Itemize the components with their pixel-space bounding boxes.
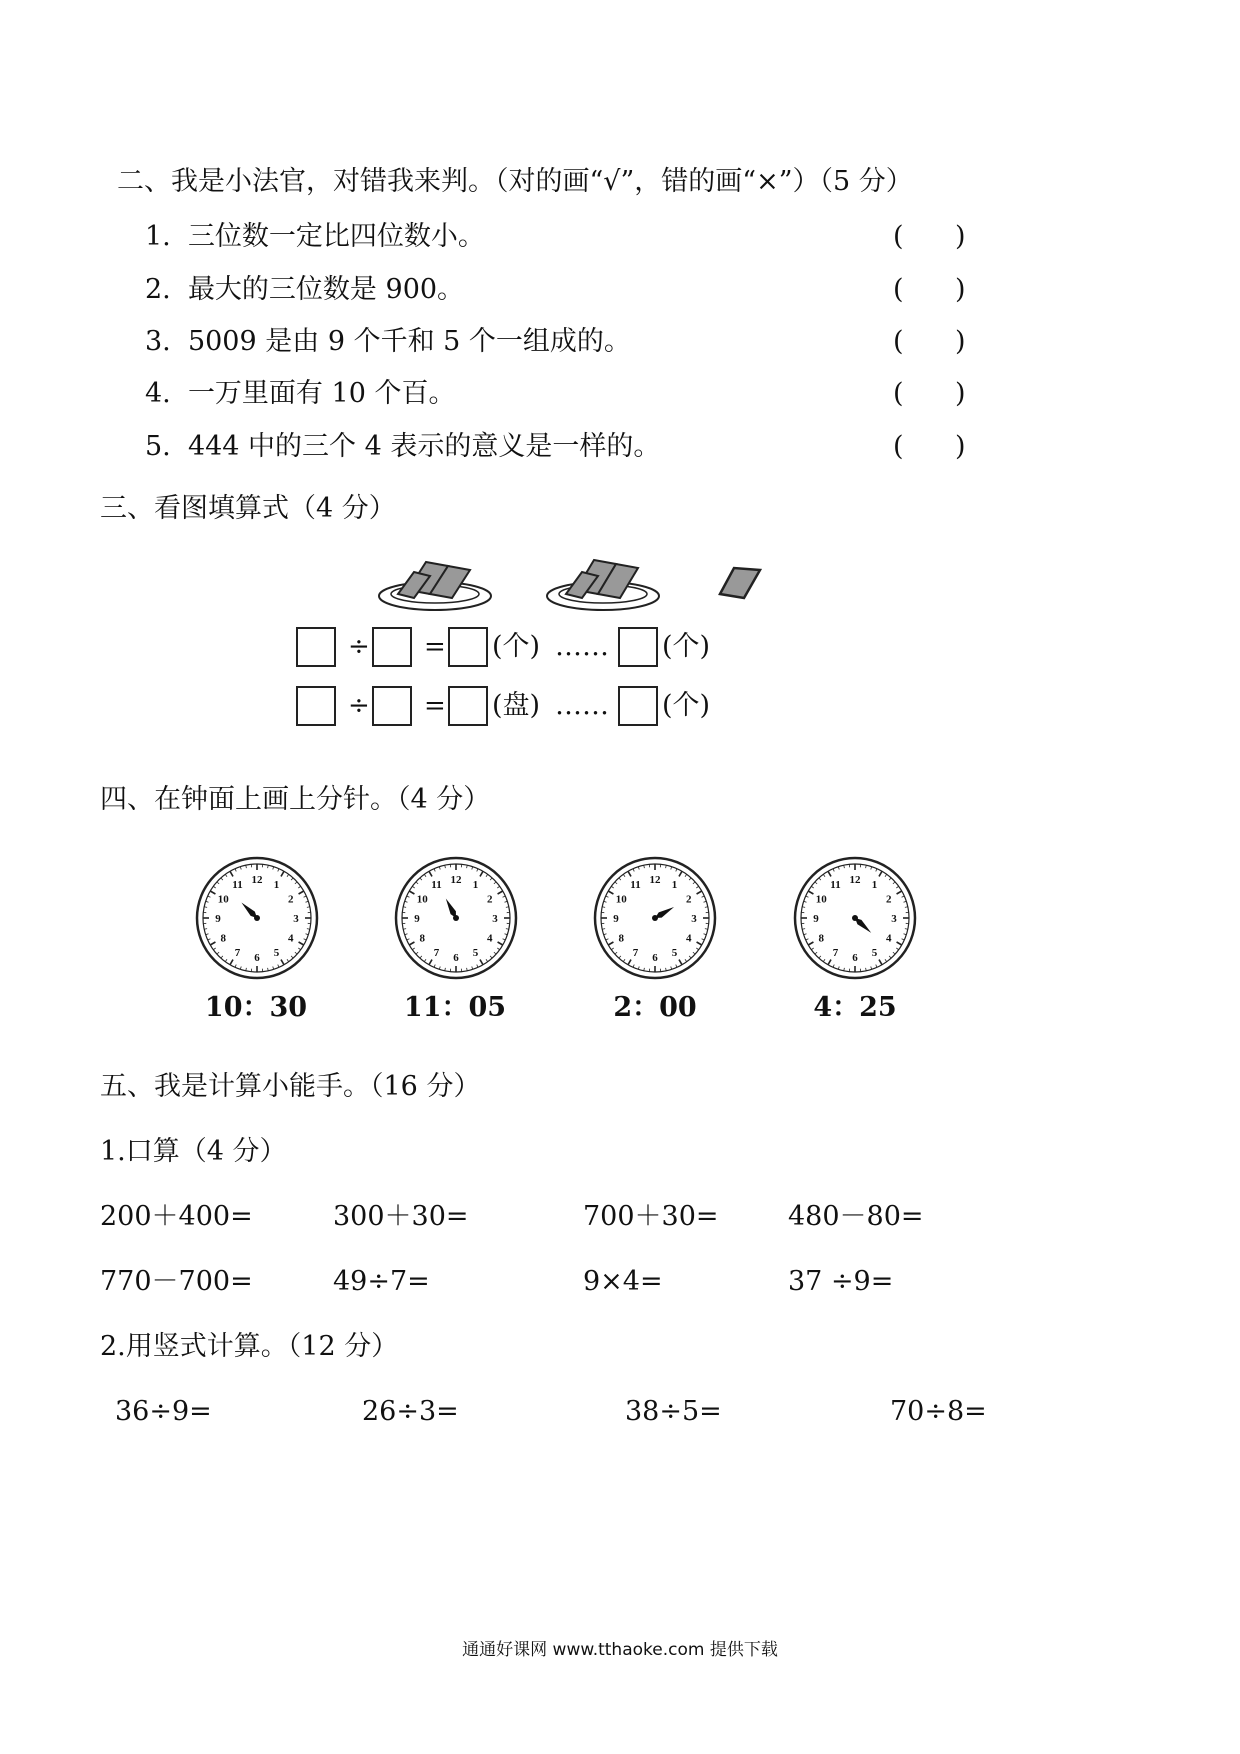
- clock-number: 8: [419, 932, 425, 945]
- blank-box[interactable]: [618, 627, 658, 667]
- clock-number: 10: [217, 893, 229, 906]
- answer-paren-4[interactable]: ( ): [893, 378, 966, 409]
- clock-number: 9: [613, 913, 619, 925]
- vertical-calc-title: 2.用竖式计算。（12 分）: [100, 1331, 399, 1362]
- blank-box[interactable]: [618, 686, 658, 726]
- equals-sign: =: [424, 632, 446, 662]
- clock-number: 3: [891, 913, 897, 925]
- clock-number: 12: [251, 874, 263, 886]
- clock-number: 5: [671, 946, 678, 959]
- clock-center-pin: [852, 915, 858, 921]
- oral-problem: 9×4=: [583, 1266, 663, 1297]
- footer-text: 通通好课网 www.tthaoke.com 提供下载: [462, 1640, 778, 1660]
- remainder-dots: ……: [555, 631, 609, 662]
- blank-box[interactable]: [372, 627, 412, 667]
- clock-face-icon[interactable]: [790, 853, 920, 983]
- clock-number: 2: [686, 893, 692, 906]
- answer-paren-3[interactable]: ( ): [893, 326, 966, 357]
- clock-number: 3: [293, 913, 299, 925]
- clock-number: 11: [232, 879, 243, 892]
- section5-title: 五、我是计算小能手。（16 分）: [100, 1071, 481, 1102]
- question-2: 2. 最大的三位数是 900。: [145, 274, 465, 305]
- vertical-problem: 26÷3=: [362, 1396, 459, 1427]
- clock-face-icon[interactable]: [590, 853, 720, 983]
- question-1: 1. 三位数一定比四位数小。: [145, 221, 485, 252]
- unit-label: (个): [662, 690, 711, 721]
- question-4: 4. 一万里面有 10 个百。: [145, 378, 456, 409]
- clock-time-label: 11：05: [403, 992, 507, 1023]
- unit-label: (个): [662, 631, 711, 662]
- clock-number: 1: [273, 879, 280, 892]
- divide-sign: ÷: [348, 691, 370, 721]
- clock-number: 6: [852, 952, 858, 964]
- clock-number: 3: [691, 913, 697, 925]
- oral-problem: 49÷7=: [333, 1266, 430, 1297]
- clock-number: 11: [431, 879, 442, 892]
- clock-number: 7: [433, 946, 440, 959]
- clock-number: 12: [849, 874, 861, 886]
- question-5: 5. 444 中的三个 4 表示的意义是一样的。: [145, 431, 661, 462]
- clock-number: 12: [649, 874, 661, 886]
- question-3: 3. 5009 是由 9 个千和 5 个一组成的。: [145, 326, 631, 357]
- clock-number: 7: [632, 946, 639, 959]
- blank-box[interactable]: [296, 686, 336, 726]
- clock-face-icon[interactable]: [192, 853, 322, 983]
- unit-label: (个): [492, 631, 541, 662]
- blank-box[interactable]: [296, 627, 336, 667]
- clock-number: 1: [871, 879, 878, 892]
- oral-problem: 700＋30=: [583, 1201, 719, 1232]
- clock-number: 8: [618, 932, 624, 945]
- section3-title: 三、看图填算式（4 分）: [100, 493, 396, 524]
- clock-number: 4: [487, 932, 493, 945]
- clock-number: 5: [871, 946, 878, 959]
- clock-number: 4: [288, 932, 294, 945]
- clock-face-icon[interactable]: [391, 853, 521, 983]
- section2-title: 二、我是小法官，对错我来判。（对的画“√”，错的画“×”）（5 分）: [117, 166, 913, 197]
- clock-number: 10: [416, 893, 428, 906]
- clock-center-pin: [453, 915, 459, 921]
- clock-number: 7: [832, 946, 839, 959]
- clock-number: 1: [472, 879, 479, 892]
- clock-center-pin: [652, 915, 658, 921]
- clock-number: 3: [492, 913, 498, 925]
- oral-problem: 770－700=: [100, 1266, 253, 1297]
- clock-number: 9: [414, 913, 420, 925]
- section4-title: 四、在钟面上画上分针。（4 分）: [100, 784, 491, 815]
- clock-center-pin: [254, 915, 260, 921]
- answer-paren-2[interactable]: ( ): [893, 274, 966, 305]
- vertical-problem: 70÷8=: [890, 1396, 987, 1427]
- answer-paren-5[interactable]: ( ): [893, 431, 966, 462]
- clock-number: 11: [630, 879, 641, 892]
- clock-number: 4: [886, 932, 892, 945]
- unit-label: (盘): [492, 690, 541, 721]
- clock-number: 9: [813, 913, 819, 925]
- clock-time-label: 2：00: [613, 992, 697, 1023]
- clock-number: 6: [254, 952, 260, 964]
- clock-number: 5: [472, 946, 479, 959]
- clock-number: 5: [273, 946, 280, 959]
- clock-number: 6: [453, 952, 459, 964]
- clock-number: 2: [288, 893, 294, 906]
- clock-number: 12: [450, 874, 462, 886]
- clock-number: 11: [830, 879, 841, 892]
- clock-number: 1: [671, 879, 678, 892]
- oral-problem: 480－80=: [788, 1201, 924, 1232]
- clock-number: 10: [815, 893, 827, 906]
- blank-box[interactable]: [448, 686, 488, 726]
- clock-time-label: 4：25: [813, 992, 897, 1023]
- clock-number: 7: [234, 946, 241, 959]
- clock-number: 8: [220, 932, 226, 945]
- clock-number: 9: [215, 913, 221, 925]
- oral-problem: 300＋30=: [333, 1201, 469, 1232]
- clock-number: 2: [487, 893, 493, 906]
- clock-number: 2: [886, 893, 892, 906]
- oral-calc-title: 1.口算（4 分）: [100, 1136, 287, 1167]
- equals-sign: =: [424, 691, 446, 721]
- remainder-dots: ……: [555, 690, 609, 721]
- clock-number: 8: [818, 932, 824, 945]
- clock-number: 4: [686, 932, 692, 945]
- biscuit-plates-icon: [378, 550, 778, 620]
- vertical-problem: 38÷5=: [625, 1396, 722, 1427]
- clock-number: 10: [615, 893, 627, 906]
- blank-box[interactable]: [372, 686, 412, 726]
- answer-paren-1[interactable]: ( ): [893, 221, 966, 252]
- divide-sign: ÷: [348, 632, 370, 662]
- oral-problem: 200＋400=: [100, 1201, 253, 1232]
- oral-problem: 37 ÷9=: [788, 1266, 894, 1297]
- clock-number: 6: [652, 952, 658, 964]
- blank-box[interactable]: [448, 627, 488, 667]
- vertical-problem: 36÷9=: [115, 1396, 212, 1427]
- clock-time-label: 10：30: [204, 992, 308, 1023]
